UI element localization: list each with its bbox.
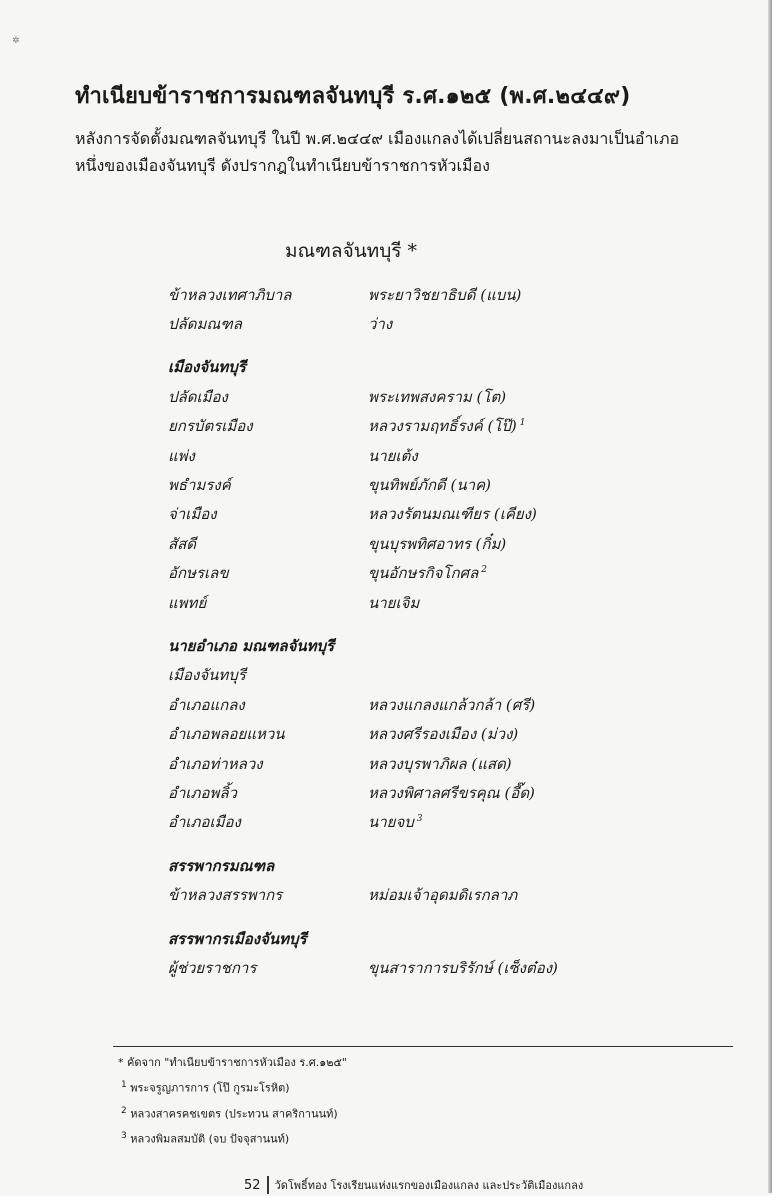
position-label: อักษรเลข <box>168 564 229 583</box>
page-edge-shadow <box>768 0 772 1193</box>
intro-paragraph <box>75 125 730 179</box>
running-title: วัดโพธิ์ทอง โรงเรียนแห่งแรกของเมืองแกลง และประวัติเมืองแกลง <box>274 1179 584 1192</box>
position-label: แพ่ง <box>168 446 195 465</box>
footnote-text: พระจรูญภารการ (โป๊ กูรมะโรหิต) <box>130 1081 290 1095</box>
section-heading: เมืองจันทบุรี <box>168 358 246 377</box>
roster-row <box>168 719 608 748</box>
footnote-mark: 2 <box>121 1105 127 1116</box>
roster-row <box>168 309 608 338</box>
roster-row <box>168 412 608 441</box>
official-name: ขุนทิพย์ภักดี (นาค) <box>368 476 491 495</box>
footnote-mark: 3 <box>121 1131 127 1142</box>
roster-row <box>168 880 608 909</box>
footnote-source: * คัดจาก "ทำเนียบข้าราชการหัวเมือง ร.ศ.๑๒๕" <box>118 1056 347 1069</box>
official-name: นายเต้ง <box>368 446 418 465</box>
section-heading: สรรพากรเมืองจันทบุรี <box>168 929 307 948</box>
official-name: หลวงพิศาลศรีขรคุณ (อี๊ด) <box>368 783 535 802</box>
position-label: พธำมรงค์ <box>168 476 231 495</box>
official-name: พระเทพสงคราม (โต) <box>368 387 507 406</box>
footnote-divider <box>113 1046 733 1047</box>
official-name-cell <box>368 414 608 438</box>
official-name: พระยาวิชยาธิบดี (แบน) <box>368 285 522 304</box>
footnote-text: หลวงพิมลสมบัติ (จบ ปัจจุสานนท์) <box>130 1132 290 1146</box>
roster-row <box>168 588 608 617</box>
footnote-ref: 2 <box>481 565 488 576</box>
footnote-ref: 1 <box>519 418 526 429</box>
page-title: ทำเนียบข้าราชการมณฑลจันทบุรี ร.ศ.๑๒๕ (พ.ศ.๒๔๔๙) <box>75 84 631 109</box>
position-label: อำเภอท่าหลวง <box>168 754 263 773</box>
position-label: อำเภอแกลง <box>168 695 245 714</box>
roster-list <box>168 280 608 983</box>
footnote-item <box>118 1100 678 1126</box>
official-name: นายเจิม <box>368 593 420 612</box>
position-label: อำเภอพลอยแหวน <box>168 725 285 744</box>
position-label: อำเภอพลิ้ว <box>168 783 237 802</box>
official-name-cell <box>368 810 608 834</box>
official-name: ขุนอักษรกิจโกศล <box>368 564 479 583</box>
official-name: หม่อมเจ้าอุดมดิเรกลาภ <box>368 886 518 905</box>
position-label: ข้าหลวงเทศาภิบาล <box>168 285 292 304</box>
page-number: 52 <box>244 1177 261 1193</box>
position-label: อำเภอเมือง <box>168 813 241 832</box>
official-name: ว่าง <box>368 315 393 334</box>
position-label: ปลัดเมือง <box>168 387 228 406</box>
roster-row <box>168 382 608 411</box>
position-label: ผู้ช่วยราชการ <box>168 958 257 977</box>
roster-row <box>168 690 608 719</box>
footnote-mark: 1 <box>121 1080 127 1090</box>
section-heading: สรรพากรมณฑล <box>168 856 275 875</box>
roster-row <box>168 778 608 807</box>
official-name: หลวงรามฤทธิ์รงค์ (โป๊) <box>368 417 517 436</box>
official-name: หลวงบุรพาภิผล (แสด) <box>368 754 512 773</box>
position-label: เมืองจันทบุรี <box>168 666 246 685</box>
roster-row <box>168 470 608 499</box>
roster-title: มณฑลจันทบุรี * <box>285 240 418 262</box>
intro-line: หลังการจัดตั้งมณฑลจันทบุรี ในปี พ.ศ.๒๔๔๙ เมืองแกลงได้เปลี่ยนสถานะลงมาเป็นอำเภอ <box>75 129 680 148</box>
roster-row <box>168 749 608 778</box>
footnote-text: หลวงสาครคชเขตร (ประทวน สาคริกานนท์) <box>130 1107 338 1121</box>
official-name: ขุนบุรพทิศอาทร (กิ๋ม) <box>368 534 507 553</box>
position-label: ยกรบัตรเมือง <box>168 417 253 436</box>
roster-row <box>168 441 608 470</box>
official-name: นายจบ <box>368 813 414 832</box>
roster-row <box>168 559 608 588</box>
official-name: หลวงรัตนมณเฑียร (เคียง) <box>368 505 537 524</box>
intro-line: หนึ่งของเมืองจันทบุรี ดังปรากฎในทำเนียบข้าราชการหัวเมือง <box>75 156 490 175</box>
position-label: สัสดี <box>168 534 197 553</box>
roster-row <box>168 661 608 690</box>
roster-row <box>168 529 608 558</box>
section-heading: นายอำเภอ มณฑลจันทบุรี <box>168 636 335 655</box>
position-label: แพทย์ <box>168 593 207 612</box>
footnotes <box>118 1052 678 1151</box>
position-label: ปลัดมณฑล <box>168 315 242 334</box>
roster-row <box>168 280 608 309</box>
scan-speck: ✲ <box>12 36 20 46</box>
roster-row <box>168 500 608 529</box>
roster-row <box>168 808 608 837</box>
official-name-cell <box>368 561 608 585</box>
roster-row <box>168 953 608 982</box>
position-label: จ่าเมือง <box>168 505 217 524</box>
position-label: ข้าหลวงสรรพากร <box>168 886 283 905</box>
footnote-item <box>118 1125 678 1151</box>
footnote-item <box>118 1074 678 1100</box>
official-name: ขุนสาราการบริรักษ์ (เซ็งต๋อง) <box>368 958 558 977</box>
official-name: หลวงศรีรองเมือง (ม่วง) <box>368 725 519 744</box>
official-name: หลวงแกลงแกล้วกล้า (ศรี) <box>368 695 536 714</box>
footnote-ref: 3 <box>416 814 423 825</box>
footer-divider <box>267 1176 269 1194</box>
